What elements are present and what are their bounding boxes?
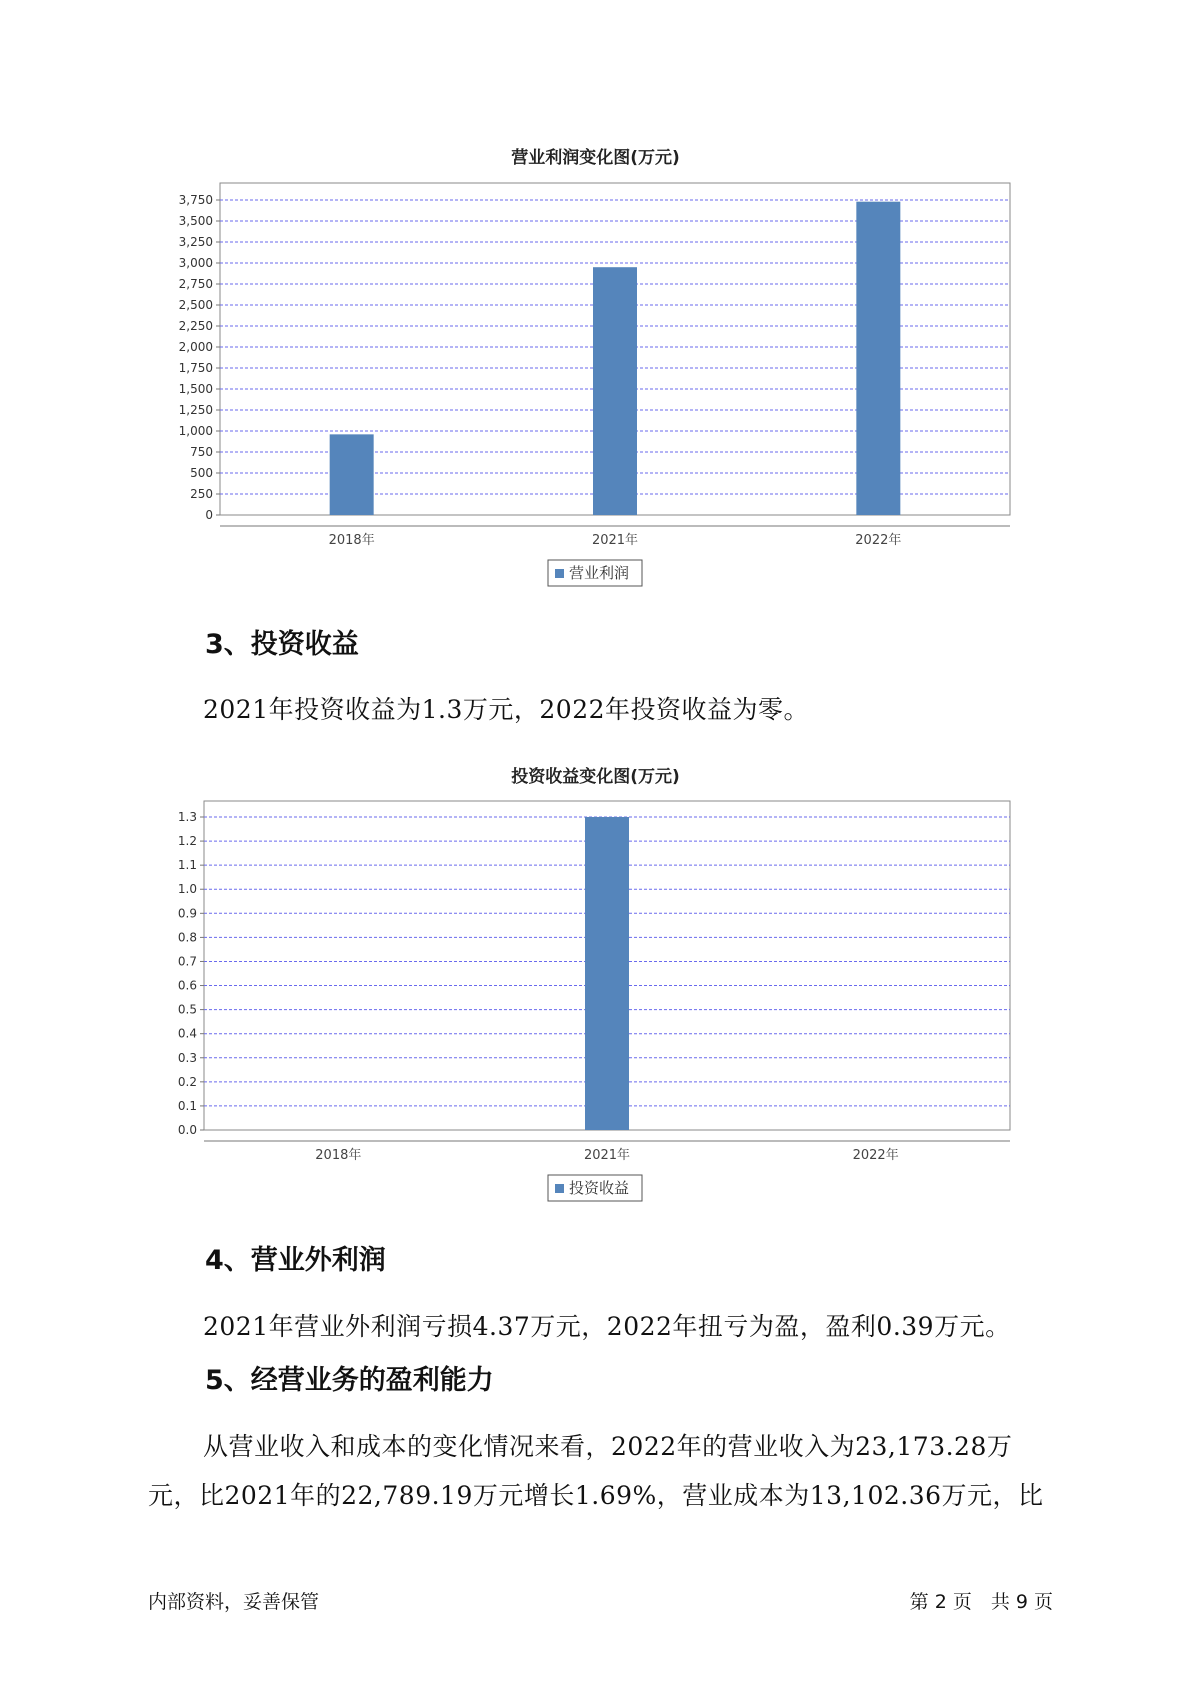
- y-tick-label: 3,000: [178, 256, 213, 270]
- y-tick-label: 0.8: [177, 930, 197, 945]
- section-5-text-line2: 元，比2021年的22,789.19万元增长1.69%，营业成本为13,102.36万元，比: [148, 1481, 1044, 1510]
- x-tick-label: 2021年: [591, 533, 639, 548]
- bar: [585, 817, 629, 1130]
- chart2-title: 投资收益变化图(万元): [511, 767, 680, 787]
- investment-income-chart: [0, 790, 1191, 1210]
- y-tick-label: 1,750: [178, 361, 213, 375]
- x-tick-label: 2021年: [583, 1148, 631, 1163]
- y-tick-label: 0.7: [177, 954, 197, 969]
- y-tick-label: 1,500: [178, 382, 213, 396]
- legend-swatch: [555, 569, 564, 578]
- legend-label: 营业利润: [569, 564, 630, 582]
- y-tick-label: 1.2: [177, 834, 197, 849]
- y-tick-label: 2,750: [178, 277, 213, 291]
- section-5-text-line1: 从营业收入和成本的变化情况来看，2022年的营业收入为23,173.28万: [203, 1432, 1013, 1461]
- y-tick-label: 1.3: [177, 810, 197, 824]
- bar: [856, 202, 900, 515]
- legend-label: 投资收益: [569, 1179, 630, 1197]
- chart1-title: 营业利润变化图(万元): [511, 148, 680, 168]
- y-tick-label: 1.1: [177, 858, 197, 873]
- y-tick-label: 1,000: [178, 424, 213, 438]
- x-tick-label: 2018年: [328, 533, 375, 548]
- x-tick-label: 2022年: [852, 1148, 899, 1163]
- x-tick-label: 2018年: [315, 1148, 362, 1163]
- y-tick-label: 3,500: [178, 214, 213, 228]
- y-tick-label: 0.9: [177, 906, 197, 921]
- section-3-heading: 3、投资收益: [205, 629, 359, 660]
- x-tick-label: 2022年: [855, 533, 902, 548]
- bar: [593, 267, 637, 515]
- y-tick-label: 2,250: [178, 319, 213, 333]
- section-4-heading: 4、营业外利润: [205, 1245, 386, 1276]
- y-tick-label: 1.0: [177, 882, 197, 897]
- y-tick-label: 0.5: [177, 1002, 197, 1017]
- y-tick-label: 0.0: [177, 1123, 197, 1137]
- y-tick-label: 750: [190, 445, 213, 459]
- y-tick-label: 1,250: [178, 403, 213, 417]
- y-tick-label: 0: [205, 508, 213, 522]
- bar: [330, 434, 374, 515]
- section-3-text: 2021年投资收益为1.3万元，2022年投资收益为零。: [203, 695, 810, 724]
- y-tick-label: 500: [190, 466, 213, 480]
- operating-profit-chart: [0, 170, 1191, 590]
- y-tick-label: 0.1: [177, 1098, 197, 1113]
- y-tick-label: 0.3: [177, 1050, 197, 1065]
- legend-swatch: [555, 1184, 564, 1193]
- y-tick-label: 250: [190, 487, 213, 501]
- section-5-heading: 5、经营业务的盈利能力: [205, 1365, 494, 1396]
- footer-page-number: 第 2 页 共 9 页: [909, 1591, 1053, 1613]
- section-4-text: 2021年营业外利润亏损4.37万元，2022年扭亏为盈，盈利0.39万元。: [203, 1312, 1011, 1341]
- y-tick-label: 0.4: [177, 1026, 197, 1041]
- y-tick-label: 3,750: [178, 193, 213, 207]
- y-tick-label: 0.6: [177, 978, 197, 993]
- y-tick-label: 0.2: [177, 1074, 197, 1089]
- footer-confidential-note: 内部资料，妥善保管: [148, 1591, 320, 1613]
- y-tick-label: 3,250: [178, 235, 213, 249]
- y-tick-label: 2,000: [178, 340, 213, 354]
- y-tick-label: 2,500: [178, 298, 213, 312]
